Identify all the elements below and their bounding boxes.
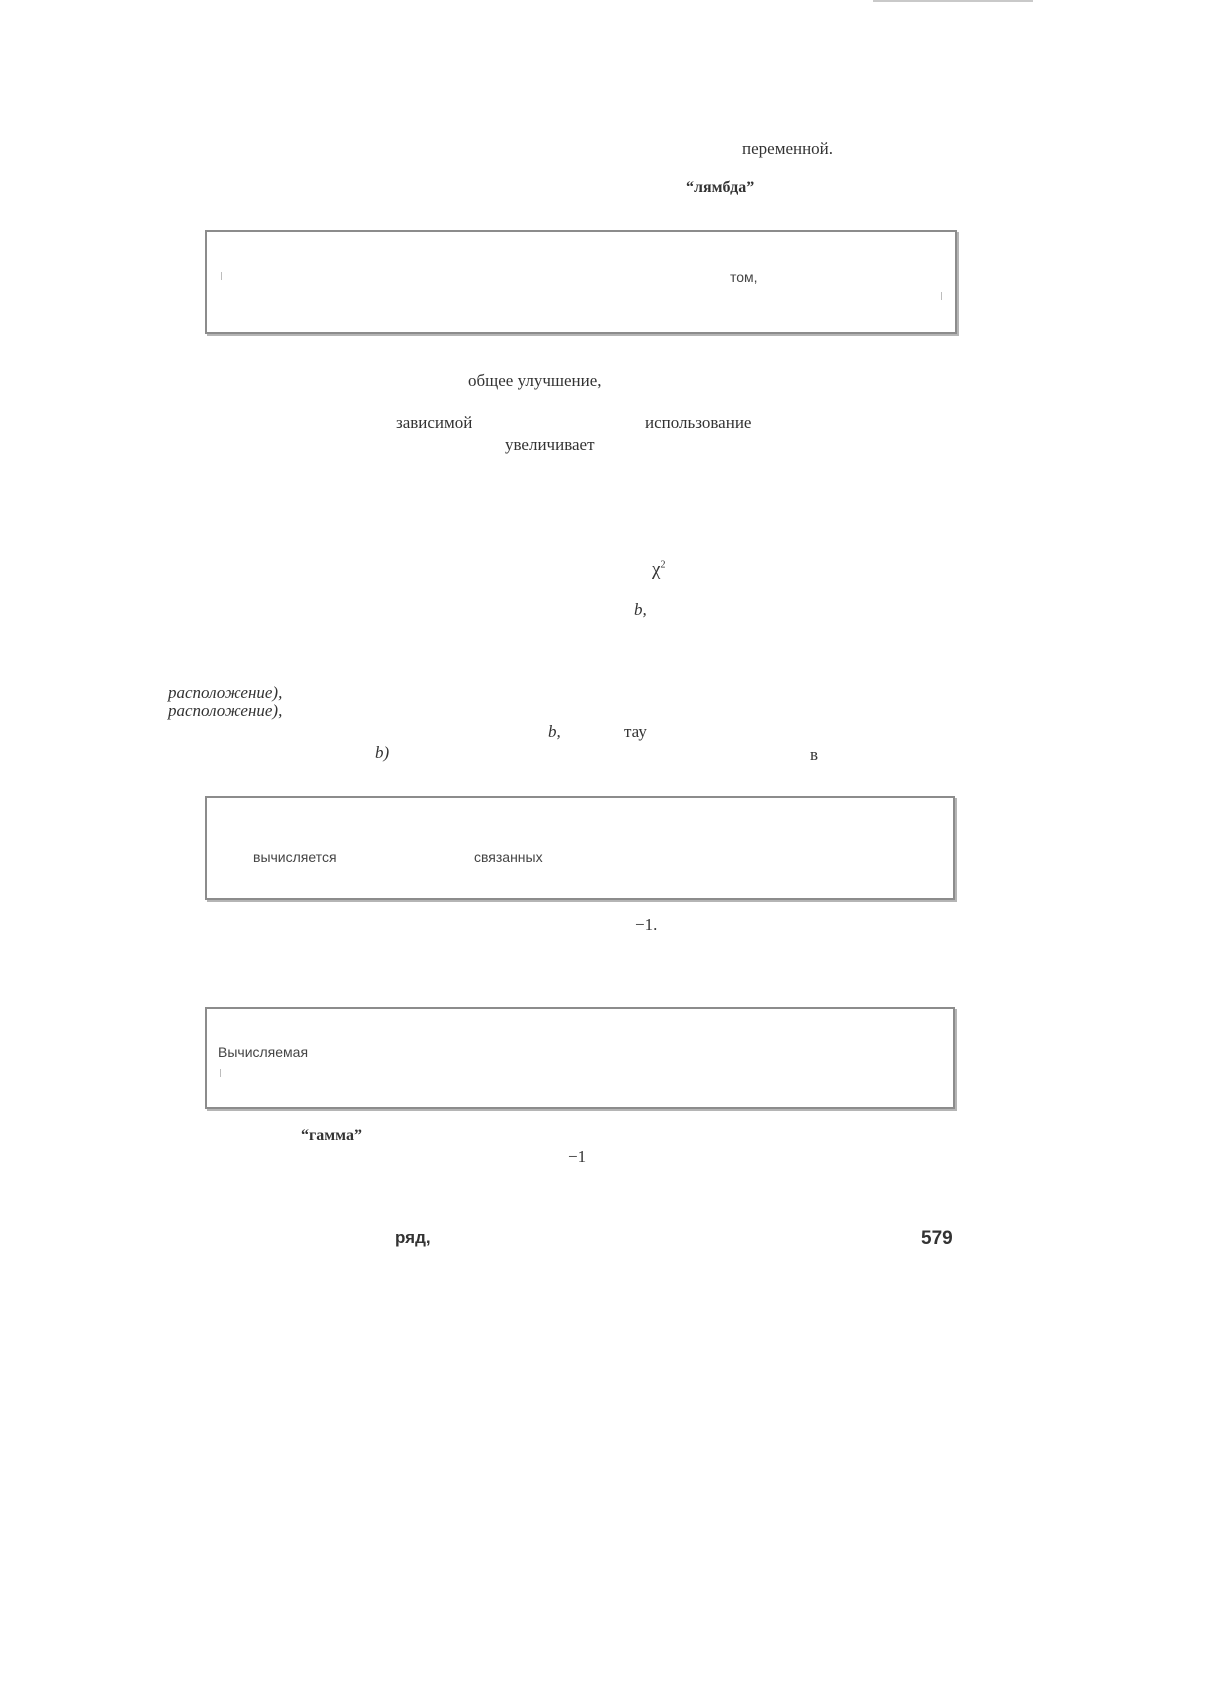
chi-superscript: 2 xyxy=(660,559,666,571)
box-mark xyxy=(220,1069,221,1077)
word-peremennoy: переменной. xyxy=(742,139,834,158)
phrase-obshchee-uluchshenie: общее улучшение, xyxy=(468,371,602,390)
value-minus-one-dot: −1. xyxy=(635,915,658,934)
footer-word-ryad: ряд, xyxy=(395,1228,431,1247)
word-raspolozhenie-1: расположение), xyxy=(168,683,283,702)
word-zavisimoy: зависимой xyxy=(396,413,473,432)
word-uvelichivaet: увеличивает xyxy=(505,435,595,454)
var-b-1: b, xyxy=(634,600,647,619)
word-v: в xyxy=(810,745,819,764)
var-b-2: b, xyxy=(548,722,561,741)
note-box-1 xyxy=(205,230,957,334)
box2-word-svyazannyh: связанных xyxy=(474,849,543,865)
top-rule xyxy=(873,0,1033,2)
var-b-paren: b) xyxy=(375,743,390,762)
value-minus-one: −1 xyxy=(568,1147,587,1166)
page-number: 579 xyxy=(921,1228,953,1249)
note-box-2 xyxy=(205,796,955,900)
term-gamma: “гамма” xyxy=(301,1127,362,1144)
word-raspolozhenie-2: расположение), xyxy=(168,701,283,720)
box-mark xyxy=(941,292,942,300)
word-tau: тау xyxy=(624,722,647,741)
box1-word-tom: том, xyxy=(730,269,758,285)
word-ispolzovanie: использование xyxy=(645,413,752,432)
symbol-chi xyxy=(652,560,665,579)
box2-word-vychislyaetsya: вычисляется xyxy=(253,849,337,865)
box-mark xyxy=(221,272,222,280)
box3-word-vychislyaemaya: Вычисляемая xyxy=(218,1044,309,1060)
term-lambda: “лямбда” xyxy=(686,179,755,196)
chi-letter: χ xyxy=(652,559,661,580)
note-box-3 xyxy=(205,1007,955,1109)
